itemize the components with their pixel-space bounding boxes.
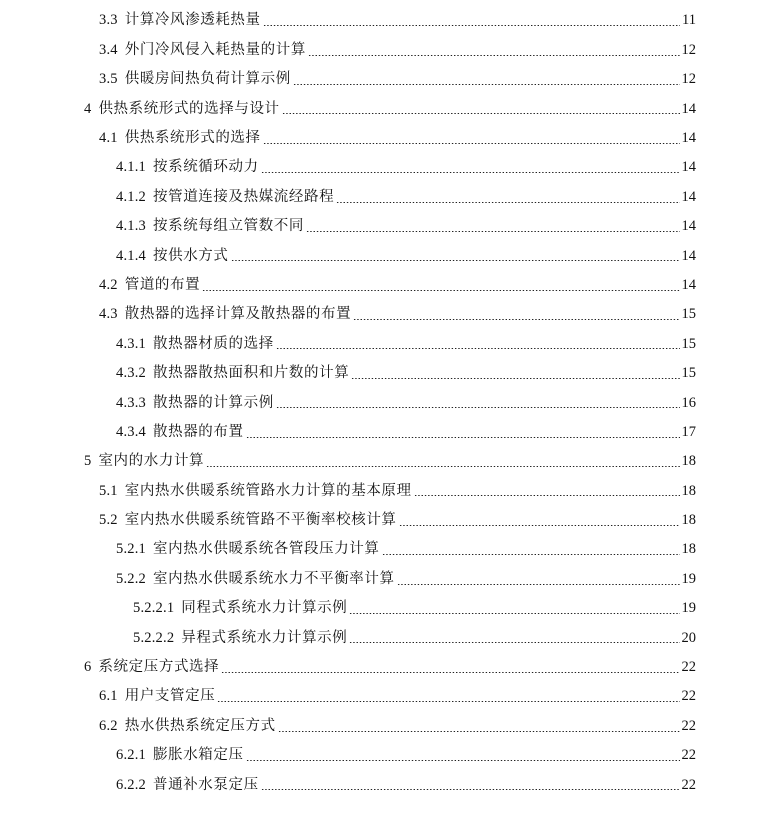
toc-entry-number: 6.1 <box>99 688 118 705</box>
toc-entry-title: 系统定压方式选择 <box>98 659 220 676</box>
toc-entry-number: 5.2.2 <box>116 570 146 587</box>
toc-entry[interactable] <box>0 35 780 64</box>
toc-dot-leader <box>246 437 680 438</box>
toc-entry-title: 室内热水供暖系统水力不平衡率计算 <box>153 570 395 587</box>
toc-entry-page-number: 14 <box>681 188 696 205</box>
toc-entry-title: 膨胀水箱定压 <box>153 747 244 764</box>
toc-entry-page-number: 17 <box>681 423 696 440</box>
toc-entry-number: 5.2.2.2 <box>133 629 175 646</box>
toc-entry[interactable] <box>0 388 780 417</box>
toc-entry-title: 同程式系统水力计算示例 <box>181 600 348 617</box>
toc-dot-leader <box>217 701 679 702</box>
toc-entry-number: 4.1.2 <box>116 188 146 205</box>
toc-entry-page-number: 20 <box>681 629 696 646</box>
toc-entry-title: 计算冷风渗透耗热量 <box>124 12 261 29</box>
toc-entry[interactable] <box>0 300 780 329</box>
toc-dot-leader <box>308 55 680 56</box>
toc-dot-leader <box>206 466 679 467</box>
toc-entry-page-number: 12 <box>681 41 696 58</box>
toc-entry-title: 室内的水力计算 <box>98 453 205 470</box>
toc-entry[interactable] <box>0 447 780 476</box>
toc-entry[interactable] <box>0 329 780 358</box>
toc-entry-page-number: 15 <box>681 365 696 382</box>
toc-entry-title: 散热器的计算示例 <box>153 394 274 411</box>
toc-dot-leader <box>382 554 680 555</box>
toc-dot-leader <box>397 584 680 585</box>
toc-entry-page-number: 14 <box>681 130 696 146</box>
toc-entry-title: 供暖房间热负荷计算示例 <box>124 71 291 88</box>
toc-entry-number: 5.2.1 <box>116 541 146 558</box>
toc-dot-leader <box>261 172 680 173</box>
toc-entry[interactable] <box>0 124 780 153</box>
toc-entry-page-number: 11 <box>682 12 696 29</box>
toc-entry-title: 供热系统形式的选择 <box>124 130 261 146</box>
toc-entry-number: 6.2 <box>99 717 118 734</box>
toc-dot-leader <box>349 642 679 643</box>
toc-entry-page-number: 18 <box>681 541 696 558</box>
toc-entry[interactable] <box>0 417 780 446</box>
toc-dot-leader <box>221 672 679 673</box>
toc-entry-title: 散热器的选择计算及散热器的布置 <box>124 306 352 323</box>
toc-entry-title: 散热器材质的选择 <box>153 335 274 352</box>
toc-entry-title: 按管道连接及热媒流经路程 <box>153 188 335 205</box>
toc-entry-title: 外门冷风侵入耗热量的计算 <box>124 41 306 58</box>
table-of-contents <box>0 6 780 800</box>
toc-entry-page-number: 18 <box>681 512 696 529</box>
toc-entry-title: 散热器的布置 <box>153 423 244 440</box>
toc-entry[interactable] <box>0 6 780 35</box>
toc-entry-page-number: 22 <box>681 747 696 764</box>
toc-entry-number: 4.1.3 <box>116 218 146 235</box>
toc-entry-number: 4.1.1 <box>116 159 146 176</box>
toc-entry-title: 室内热水供暖系统各管段压力计算 <box>153 541 380 558</box>
toc-dot-leader <box>263 143 680 144</box>
toc-entry-title: 异程式系统水力计算示例 <box>181 629 348 646</box>
toc-entry-page-number: 18 <box>681 482 696 499</box>
toc-dot-leader <box>399 525 680 526</box>
toc-entry-number: 5.2 <box>99 512 118 529</box>
toc-entry-page-number: 14 <box>681 247 696 264</box>
toc-entry-page-number: 22 <box>681 688 696 705</box>
toc-entry-number: 4.1.4 <box>116 247 146 264</box>
toc-entry-number: 4.3.1 <box>116 335 146 352</box>
toc-entry-number: 4.3.2 <box>116 365 146 382</box>
toc-entry-number: 6 <box>84 659 92 676</box>
toc-entry-number: 3.5 <box>99 71 118 88</box>
toc-entry-title: 按系统循环动力 <box>153 159 259 176</box>
toc-entry[interactable] <box>0 594 780 623</box>
toc-entry[interactable] <box>0 564 780 593</box>
toc-entry-number: 3.3 <box>99 12 118 29</box>
toc-entry-page-number: 18 <box>681 453 696 470</box>
toc-entry-page-number: 12 <box>681 71 696 88</box>
toc-dot-leader <box>351 378 679 379</box>
toc-entry-title: 室内热水供暖系统管路水力计算的基本原理 <box>124 482 412 499</box>
toc-entry-page-number: 16 <box>681 394 696 411</box>
toc-entry-number: 4 <box>84 100 92 117</box>
toc-entry-number: 4.3.4 <box>116 423 146 440</box>
toc-entry-page-number: 19 <box>681 570 696 587</box>
toc-entry-number: 6.2.2 <box>116 776 146 793</box>
toc-entry[interactable] <box>0 359 780 388</box>
toc-entry-title: 用户支管定压 <box>124 688 216 705</box>
toc-entry-page-number: 19 <box>681 600 696 617</box>
toc-entry-page-number: 14 <box>681 100 696 117</box>
toc-entry[interactable] <box>0 623 780 652</box>
toc-entry[interactable] <box>0 65 780 94</box>
toc-entry-title: 按系统每组立管数不同 <box>153 218 304 235</box>
toc-dot-leader <box>278 731 680 732</box>
toc-entry-number: 6.2.1 <box>116 747 146 764</box>
toc-entry-page-number: 14 <box>681 276 696 293</box>
toc-entry-page-number: 14 <box>681 159 696 176</box>
toc-entry[interactable] <box>0 682 780 711</box>
toc-entry-page-number: 14 <box>681 218 696 235</box>
toc-dot-leader <box>202 290 679 291</box>
toc-entry-number: 4.1 <box>99 130 118 146</box>
toc-dot-leader <box>414 495 680 496</box>
toc-entry-page-number: 15 <box>681 306 696 323</box>
toc-entry-page-number: 22 <box>681 659 696 676</box>
toc-entry-title: 按供水方式 <box>153 247 229 264</box>
toc-entry-title: 供热系统形式的选择与设计 <box>98 100 280 117</box>
toc-entry-number: 5.2.2.1 <box>133 600 175 617</box>
toc-entry-page-number: 22 <box>681 717 696 734</box>
toc-dot-leader <box>293 84 680 85</box>
toc-entry-number: 5 <box>84 453 92 470</box>
toc-entry-number: 5.1 <box>99 482 118 499</box>
toc-entry[interactable] <box>0 653 780 682</box>
toc-dot-leader <box>276 407 680 408</box>
toc-entry[interactable] <box>0 94 780 123</box>
toc-dot-leader <box>246 760 680 761</box>
toc-dot-leader <box>353 319 679 320</box>
toc-entry[interactable] <box>0 711 780 740</box>
toc-entry-title: 管道的布置 <box>124 276 201 293</box>
toc-dot-leader <box>349 613 679 614</box>
toc-entry-page-number: 22 <box>681 776 696 793</box>
toc-entry-number: 4.3.3 <box>116 394 146 411</box>
toc-entry-title: 热水供热系统定压方式 <box>124 717 276 734</box>
toc-entry[interactable] <box>0 153 780 182</box>
toc-entry[interactable] <box>0 741 780 770</box>
toc-entry-number: 4.2 <box>99 276 118 293</box>
toc-dot-leader <box>306 231 680 232</box>
toc-dot-leader <box>231 260 680 261</box>
toc-entry-title: 普通补水泵定压 <box>153 776 259 793</box>
toc-entry-page-number: 15 <box>681 335 696 352</box>
toc-entry-number: 3.4 <box>99 41 118 58</box>
toc-dot-leader <box>263 25 680 26</box>
toc-dot-leader <box>336 202 679 203</box>
toc-dot-leader <box>261 789 680 790</box>
toc-entry[interactable] <box>0 182 780 211</box>
toc-entry[interactable] <box>0 535 780 564</box>
toc-entry[interactable] <box>0 271 780 300</box>
toc-entry-title: 室内热水供暖系统管路不平衡率校核计算 <box>124 512 397 529</box>
toc-dot-leader <box>282 113 680 114</box>
toc-dot-leader <box>276 348 680 349</box>
toc-entry-number: 4.3 <box>99 306 118 323</box>
toc-entry[interactable] <box>0 476 780 505</box>
toc-entry[interactable] <box>0 506 780 535</box>
toc-entry[interactable] <box>0 212 780 241</box>
toc-entry-title: 散热器散热面积和片数的计算 <box>153 365 350 382</box>
toc-entry[interactable] <box>0 770 780 799</box>
toc-entry[interactable] <box>0 241 780 270</box>
